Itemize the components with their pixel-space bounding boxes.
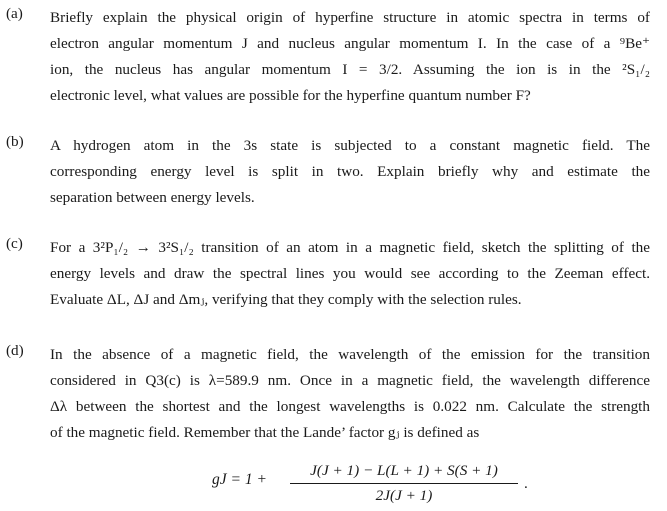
question-text bbox=[50, 5, 650, 109]
text-line: energy levels and draw the spectral lines you would see according to the Zeeman effect. bbox=[50, 265, 650, 282]
question-label: (b) bbox=[6, 133, 24, 150]
text-line: corresponding energy level is split in two. Explain briefly why and estimate the bbox=[50, 163, 650, 180]
formula-denominator: 2J(J + 1) bbox=[375, 487, 433, 504]
formula-period: . bbox=[524, 475, 528, 492]
text-line: Δλ between the shortest and the longest wavelengths is 0.022 nm. Calculate the strength bbox=[50, 398, 650, 415]
text-line: considered in Q3(c) is λ=589.9 nm. Once in a magnetic field, the wavelength difference bbox=[50, 372, 650, 389]
text-line: electronic level, what values are possible for the hyperfine quantum number F? bbox=[50, 87, 531, 104]
question-label: (a) bbox=[6, 5, 23, 22]
question-text bbox=[50, 133, 650, 211]
question-label: (d) bbox=[6, 342, 24, 359]
formula-fraction bbox=[284, 461, 524, 506]
question-text bbox=[50, 342, 650, 446]
text-line: ion, the nucleus has angular momentum I = 3/2. Assuming the ion is in the ²S₁/₂ bbox=[50, 61, 650, 78]
question-text bbox=[50, 235, 650, 313]
lande-formula bbox=[212, 461, 552, 507]
text-line: Briefly explain the physical origin of hyperfine structure in atomic spectra in terms of bbox=[50, 9, 650, 26]
text-line: Evaluate ΔL, ΔJ and Δmⱼ, verifying that they comply with the selection rules. bbox=[50, 291, 522, 308]
formula-lhs: gJ = 1 + bbox=[212, 471, 267, 488]
text-line: electron angular momentum J and nucleus angular momentum I. In the case of a ⁹Be⁺ bbox=[50, 35, 650, 52]
text-line: A hydrogen atom in the 3s state is subjected to a constant magnetic field. The bbox=[50, 137, 650, 154]
text-line: For a 3²P₁/₂ → 3²S₁/₂ transition of an atom in a magnetic field, sketch the splitting of the bbox=[50, 239, 650, 256]
formula-numerator: J(J + 1) − L(L + 1) + S(S + 1) bbox=[310, 462, 498, 479]
question-label: (c) bbox=[6, 235, 23, 252]
text-line: separation between energy levels. bbox=[50, 189, 255, 206]
text-line: of the magnetic field. Remember that the Lande’ factor gⱼ is defined as bbox=[50, 424, 480, 441]
text-line: In the absence of a magnetic field, the wavelength of the emission for the transition bbox=[50, 346, 650, 363]
fraction-bar bbox=[290, 483, 518, 484]
